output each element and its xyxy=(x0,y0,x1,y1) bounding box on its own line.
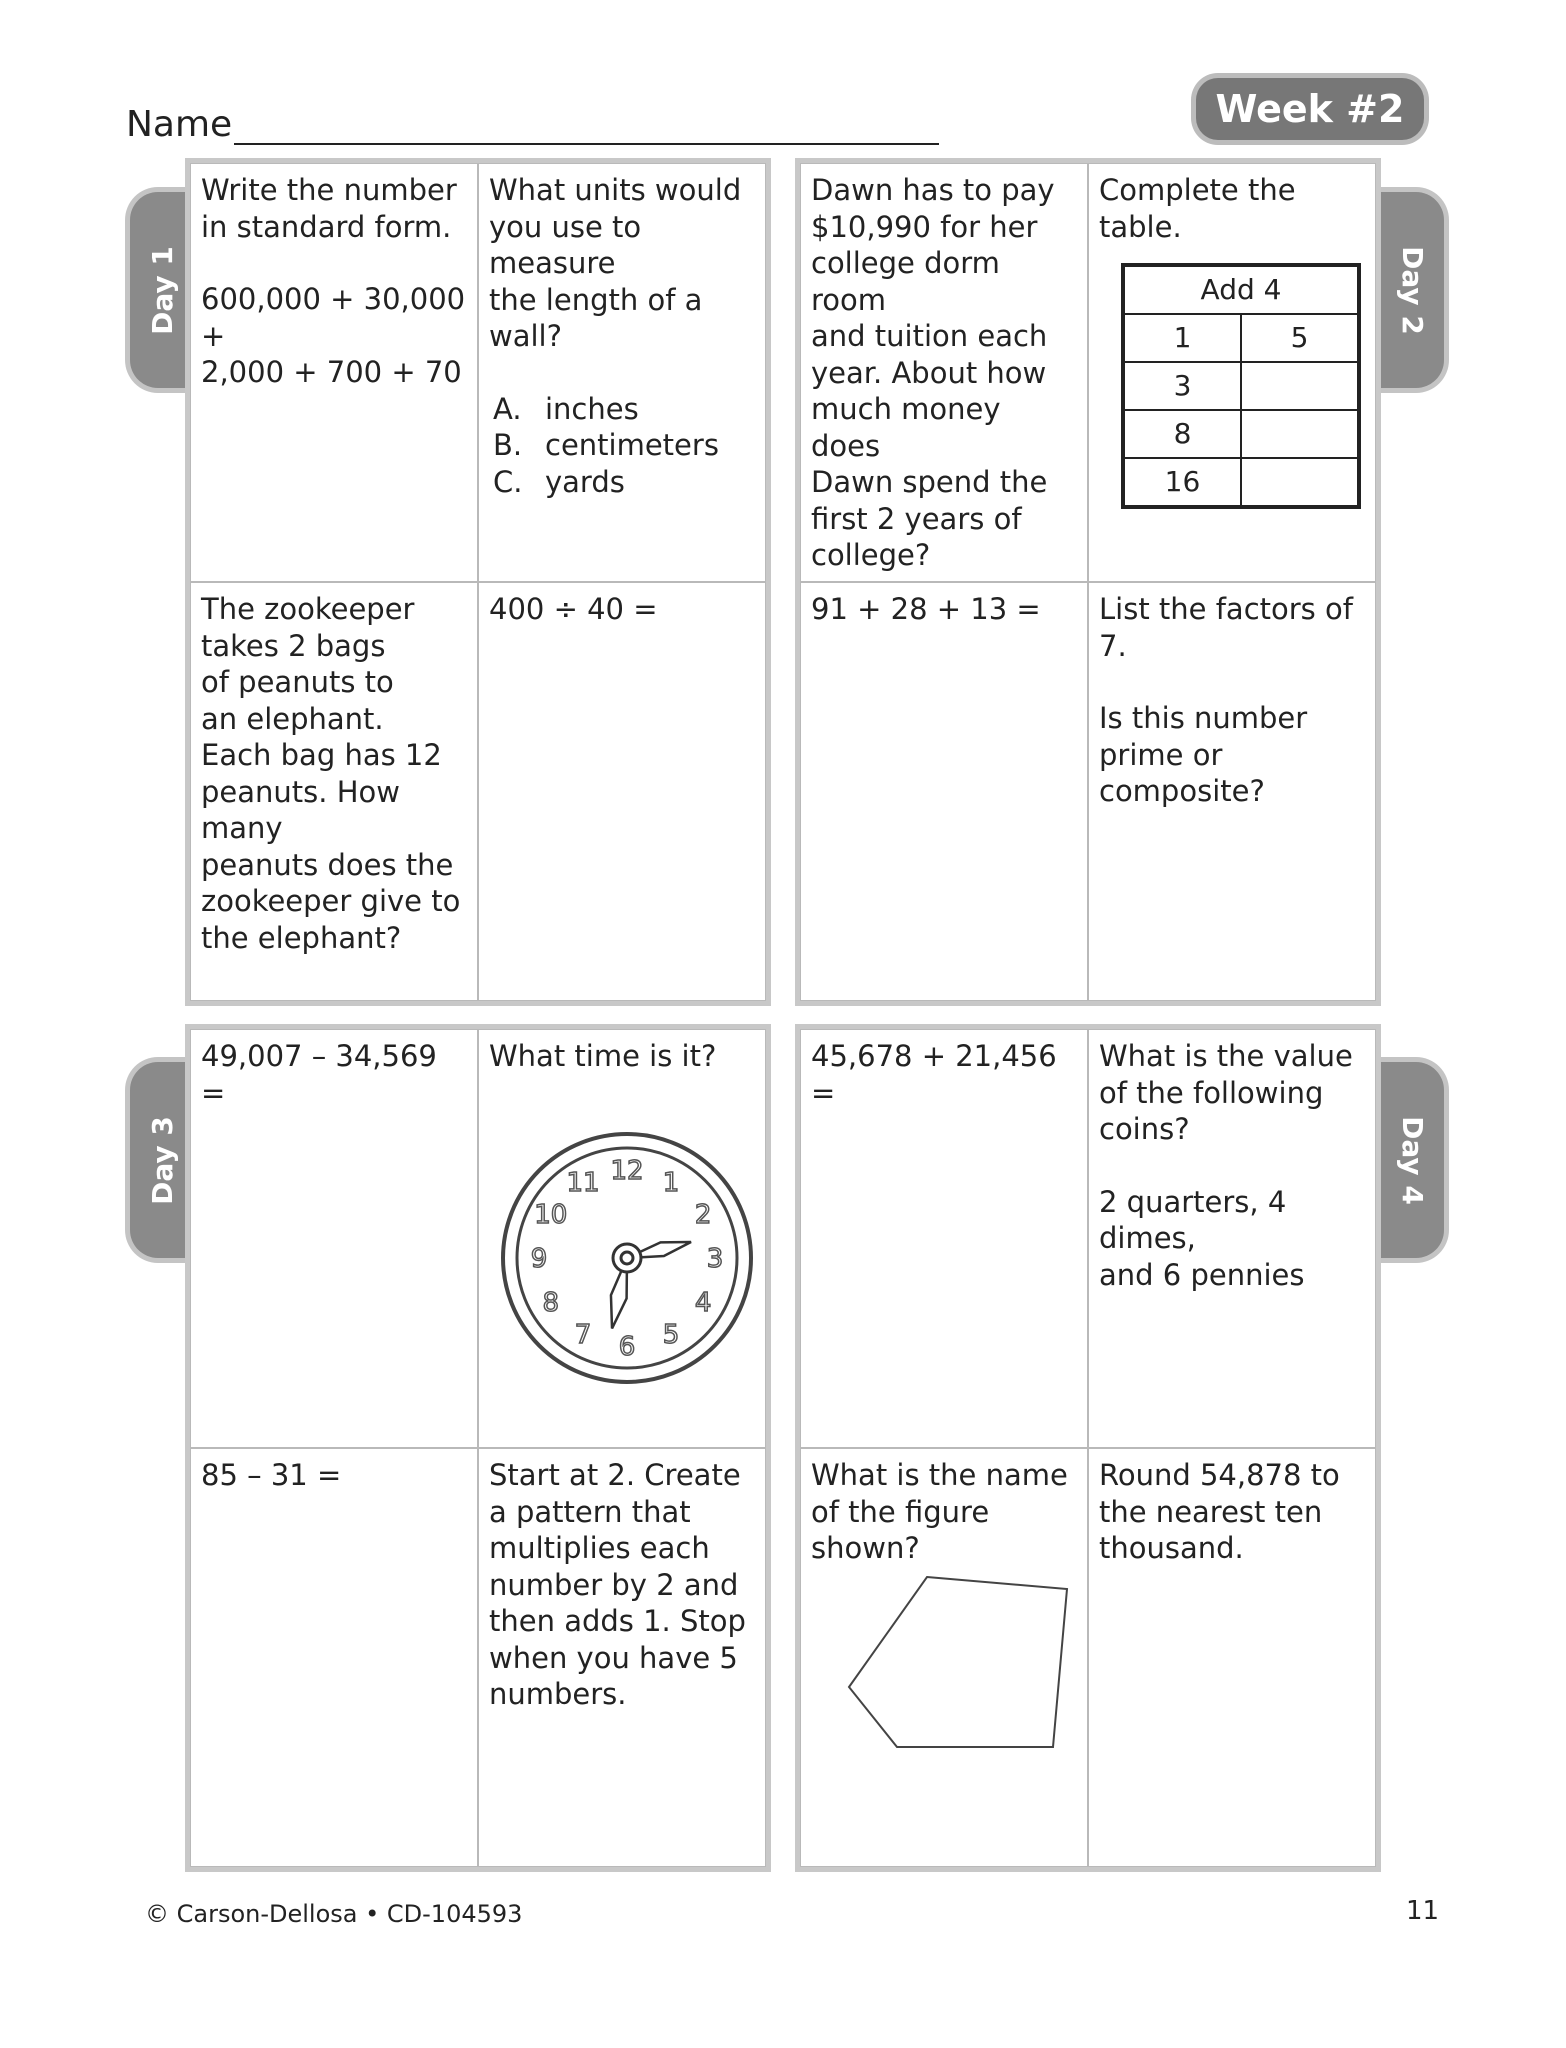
clock-numeral: 1 xyxy=(662,1167,680,1198)
clock-numeral: 8 xyxy=(542,1288,560,1318)
day1-standard-form-cell[interactable] xyxy=(190,163,478,582)
day-3-tab: Day 3 xyxy=(130,1062,194,1258)
name-field[interactable] xyxy=(126,104,939,145)
clock-numeral: 3 xyxy=(706,1244,724,1274)
day1-units-cell[interactable] xyxy=(478,163,766,582)
clock-numeral: 11 xyxy=(566,1167,600,1198)
table-row: 8 xyxy=(1123,410,1359,458)
clock-numeral: 7 xyxy=(574,1320,592,1351)
question-text: What is the name of the figure shown? xyxy=(811,1458,1068,1565)
option-c[interactable]: C. yards xyxy=(493,464,625,499)
pentagon-figure-icon xyxy=(823,1569,1073,1759)
add-4-table xyxy=(1121,263,1361,509)
day4-addition-cell[interactable] xyxy=(800,1029,1088,1448)
clock-numeral: 9 xyxy=(530,1244,548,1274)
question-text: 91 + 28 + 13 = xyxy=(811,592,1041,626)
clock-numeral: 12 xyxy=(610,1156,644,1186)
question-text: What is the value of the following coins? xyxy=(1099,1039,1353,1146)
page-number: 11 xyxy=(1406,1896,1440,1926)
day-2-tab: Day 2 xyxy=(1380,192,1444,388)
coins-list: 2 quarters, 4 dimes, and 6 pennies xyxy=(1099,1184,1305,1292)
question-text: Complete the table. xyxy=(1099,173,1296,244)
question-text-2: Is this number prime or composite? xyxy=(1099,701,1308,808)
day-4-block xyxy=(795,1024,1381,1872)
day2-addition-cell[interactable] xyxy=(800,582,1088,1001)
question-text: What units would you use to measure the length of a wall? xyxy=(489,173,742,353)
expanded-expression: 600,000 + 30,000 + 2,000 + 700 + 70 xyxy=(201,282,466,389)
day2-dawn-cell[interactable] xyxy=(800,163,1088,582)
day2-factors-cell[interactable] xyxy=(1088,582,1376,1001)
name-blank-line[interactable] xyxy=(234,113,939,145)
day3-clock-cell[interactable] xyxy=(478,1029,766,1448)
option-a[interactable]: A. inches xyxy=(493,391,639,426)
table-row: 16 xyxy=(1123,458,1359,507)
clock-numeral: 5 xyxy=(662,1320,680,1351)
clock-icon xyxy=(499,1130,755,1386)
day4-figure-cell[interactable] xyxy=(800,1448,1088,1867)
table-row: 1 5 xyxy=(1123,314,1359,362)
clock-numeral: 2 xyxy=(694,1200,712,1230)
day-1-tab: Day 1 xyxy=(130,192,194,388)
question-text: What time is it? xyxy=(489,1039,717,1073)
question-text: 400 ÷ 40 = xyxy=(489,592,658,626)
day-2-block xyxy=(795,158,1381,1006)
copyright: © Carson-Dellosa • CD-104593 xyxy=(145,1900,523,1928)
day3-difference-cell[interactable] xyxy=(190,1448,478,1867)
question-text: The zookeeper takes 2 bags of peanuts to an elephant. Each bag has 12 peanuts. How many peanuts does the zookeeper give to the elephant? xyxy=(201,592,461,955)
day3-subtraction-cell[interactable] xyxy=(190,1029,478,1448)
day2-table-cell[interactable] xyxy=(1088,163,1376,582)
day1-zookeeper-cell[interactable] xyxy=(190,582,478,1001)
question-text: 45,678 + 21,456 = xyxy=(811,1039,1057,1110)
day1-division-cell[interactable] xyxy=(478,582,766,1001)
day-4-tab: Day 4 xyxy=(1380,1062,1444,1258)
day4-coins-cell[interactable] xyxy=(1088,1029,1376,1448)
question-text: Round 54,878 to the nearest ten thousand. xyxy=(1099,1458,1340,1565)
question-text: 85 – 31 = xyxy=(201,1458,342,1492)
day-1-block xyxy=(185,158,771,1006)
day-3-block xyxy=(185,1024,771,1872)
option-b[interactable]: B. centimeters xyxy=(493,428,719,462)
name-label: Name xyxy=(126,104,233,145)
question-text: Start at 2. Create a pattern that multiplies each number by 2 and then adds 1. Stop when you have 5 numbers. xyxy=(489,1458,746,1711)
table-row: 3 xyxy=(1123,362,1359,410)
question-text: 49,007 – 34,569 = xyxy=(201,1039,437,1110)
day4-rounding-cell[interactable] xyxy=(1088,1448,1376,1867)
week-badge: Week #2 xyxy=(1196,78,1424,140)
clock-numeral: 6 xyxy=(618,1332,636,1362)
clock-numeral: 4 xyxy=(694,1288,712,1318)
question-text: Dawn has to pay $10,990 for her college dorm room and tuition each year. About how much money does Dawn spend the first 2 years of college? xyxy=(811,173,1055,572)
question-text: List the factors of 7. xyxy=(1099,592,1353,663)
table-header: Add 4 xyxy=(1123,265,1359,314)
clock-numeral: 10 xyxy=(534,1200,568,1230)
day3-pattern-cell[interactable] xyxy=(478,1448,766,1867)
question-text: Write the number in standard form. xyxy=(201,173,457,244)
